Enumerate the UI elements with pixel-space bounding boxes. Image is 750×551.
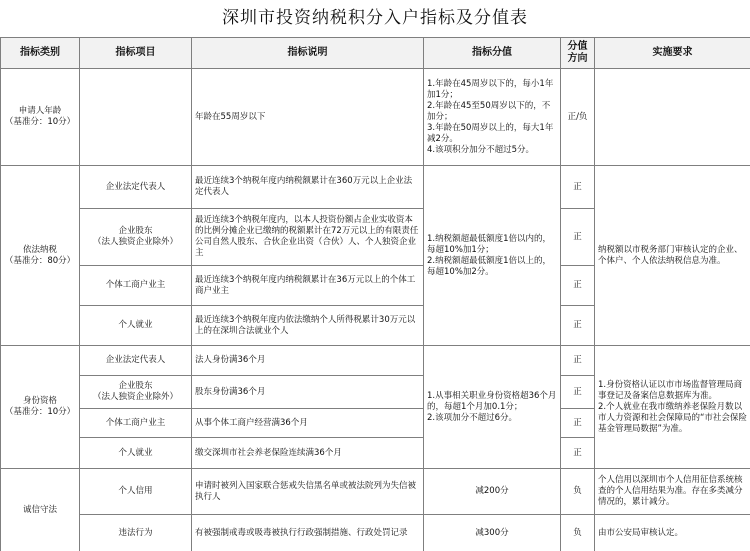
header-description: 指标说明 xyxy=(192,38,424,69)
direction-cell: 正 xyxy=(561,409,595,438)
item-cell xyxy=(80,209,192,266)
score-cell: 1.年龄在45周岁以下的，每小1年加1分； 2.年龄在45至50周岁以下的，不加分； 3.年龄在50周岁以上的，每大1年减2分。 4.该项积分加分不超过5分。 xyxy=(424,69,561,166)
item-label: 企业法定代表人 xyxy=(105,355,166,365)
category-base-score: （基准分：10分） xyxy=(4,407,76,417)
header-requirement: 实施要求 xyxy=(595,38,750,69)
item-label: 违法行为 xyxy=(118,528,153,538)
description-cell: 申请时被列入国家联合惩戒失信黑名单或被法院列为失信被执行人 xyxy=(192,469,424,515)
score-cell: 1.纳税额超最低额度1倍以内的，每超10%加1分； 2.纳税额超最低额度1倍以上的，每超10%加2分。 xyxy=(424,166,561,346)
direction-cell: 正/负 xyxy=(561,69,595,166)
description-cell: 法人身份满36个月 xyxy=(192,346,424,376)
direction-cell: 正 xyxy=(561,346,595,376)
score-cell: 减300分 xyxy=(424,515,561,551)
item-cell xyxy=(80,469,192,515)
category-cell xyxy=(1,469,80,551)
header-item: 指标项目 xyxy=(80,38,192,69)
item-cell xyxy=(80,376,192,409)
header-category: 指标类别 xyxy=(1,38,80,69)
header-direction: 分值方向 xyxy=(561,38,595,69)
description-cell: 缴交深圳市社会养老保险连续满36个月 xyxy=(192,438,424,469)
item-cell xyxy=(80,438,192,469)
table-row xyxy=(1,69,750,166)
requirement-cell-empty xyxy=(595,69,750,166)
direction-cell: 负 xyxy=(561,469,595,515)
item-cell xyxy=(80,346,192,376)
requirement-cell: 个人信用以深圳市个人信用征信系统核查的个人信用结果为准。存在多类减分情况的，累计减分。 xyxy=(595,469,750,515)
item-label: 个体工商户业主 xyxy=(105,280,166,290)
header-row xyxy=(1,38,750,69)
description-cell: 年龄在55周岁以下 xyxy=(192,69,424,166)
category-name: 诚信守法 xyxy=(22,505,57,515)
item-label: 个体工商户业主 xyxy=(105,417,166,428)
item-cell xyxy=(80,306,192,346)
table-row xyxy=(1,469,750,515)
item-label: 企业股东 xyxy=(118,226,153,236)
item-label: 企业股东 xyxy=(118,381,153,391)
description-cell: 最近连续3个纳税年度内纳税额累计在360万元以上企业法定代表人 xyxy=(192,166,424,209)
table-row xyxy=(1,515,750,551)
description-cell: 最近连续3个纳税年度内，以本人投资份额占企业实收资本的比例分摊企业已缴纳的税额累计在72万元以上的有限责任公司自然人股东、合伙企业出资（合伙）人、个人独资企业主 xyxy=(192,209,424,266)
item-label: 企业法定代表人 xyxy=(105,181,166,192)
direction-cell: 正 xyxy=(561,306,595,346)
table-row xyxy=(1,346,750,376)
category-cell xyxy=(1,346,80,469)
item-label: 个人信用 xyxy=(118,486,153,496)
requirement-cell: 1.身份资格认证以市市场监督管理局商事登记及备案信息数据库为准。 2.个人就业在我市缴纳养老保险月数以市人力资源和社会保障局的“市社会保险基金管理局数据”为准。 xyxy=(595,346,750,469)
score-cell: 1.从事相关职业身份资格超36个月的，每超1个月加0.1分； 2.该项加分不超过6分。 xyxy=(424,346,561,469)
direction-cell: 正 xyxy=(561,166,595,209)
item-cell-empty xyxy=(80,69,192,166)
description-cell: 股东身份满36个月 xyxy=(192,376,424,409)
category-base-score: （基准分：80分） xyxy=(4,255,76,266)
category-name: 依法纳税 xyxy=(22,244,57,255)
direction-cell: 正 xyxy=(561,438,595,469)
page-title: 深圳市投资纳税积分入户指标及分值表 xyxy=(222,8,528,28)
item-cell xyxy=(80,515,192,551)
header-score: 指标分值 xyxy=(424,38,561,69)
category-cell xyxy=(1,69,80,166)
direction-cell: 正 xyxy=(561,209,595,266)
description-cell: 有被强制戒毒或吸毒被执行行政强制措施、行政处罚记录 xyxy=(192,515,424,551)
direction-cell: 正 xyxy=(561,376,595,409)
item-label: 个人就业 xyxy=(118,320,153,330)
description-cell: 最近连续3个纳税年度内依法缴纳个人所得税累计30万元以上的在深圳合法就业个人 xyxy=(192,306,424,346)
item-sublabel: （法人独资企业除外） xyxy=(92,237,178,247)
score-cell: 减200分 xyxy=(424,469,561,515)
item-cell xyxy=(80,166,192,209)
table-row xyxy=(1,166,750,209)
direction-cell: 负 xyxy=(561,515,595,551)
category-base-score: （基准分：10分） xyxy=(4,117,76,127)
item-cell xyxy=(80,409,192,438)
description-cell: 从事个体工商户经营满36个月 xyxy=(192,409,424,438)
category-name: 申请人年龄 xyxy=(18,106,62,116)
direction-cell: 正 xyxy=(561,266,595,306)
category-name: 身份资格 xyxy=(22,396,57,406)
category-cell xyxy=(1,166,80,346)
item-label: 个人就业 xyxy=(118,447,153,458)
indicator-table xyxy=(0,37,750,551)
description-cell: 最近连续3个纳税年度内纳税额累计在36万元以上的个体工商户业主 xyxy=(192,266,424,306)
requirement-cell: 纳税额以市税务部门审核认定的企业、个体户、个人依法纳税信息为准。 xyxy=(595,166,750,346)
item-cell xyxy=(80,266,192,306)
item-sublabel: （法人独资企业除外） xyxy=(92,392,178,402)
requirement-cell: 由市公安局审核认定。 xyxy=(595,515,750,551)
